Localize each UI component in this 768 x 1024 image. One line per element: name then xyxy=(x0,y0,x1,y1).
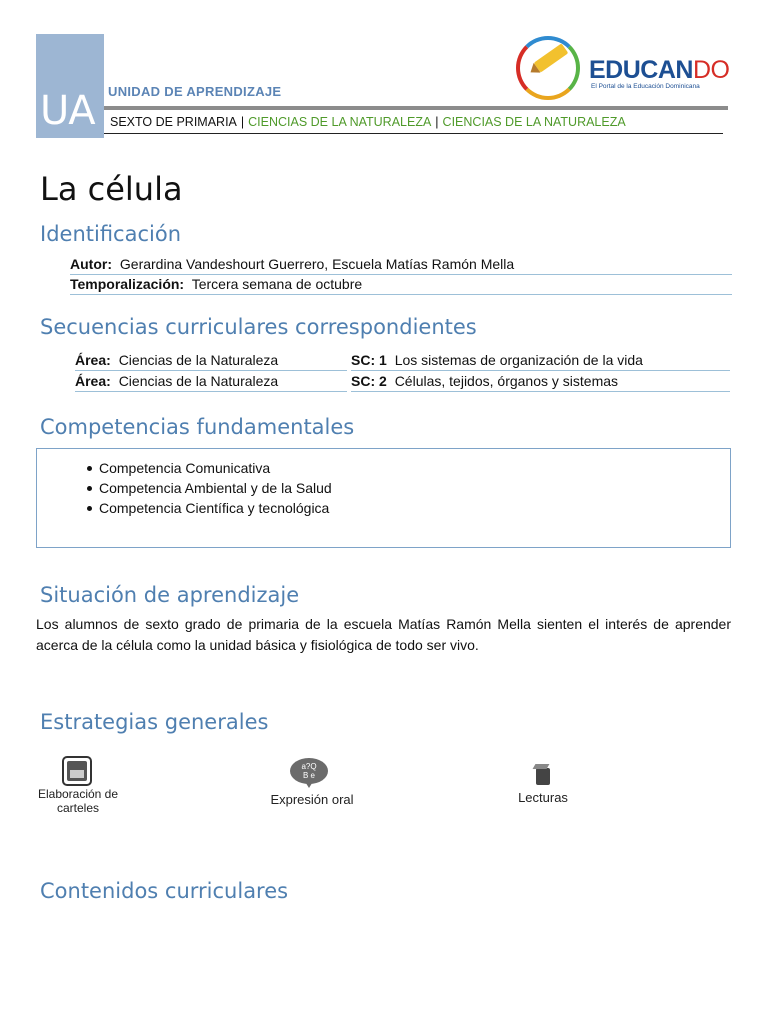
unit-label: UNIDAD DE APRENDIZAJE xyxy=(108,84,282,99)
author-value: Gerardina Vandeshourt Guerrero, Escuela Matías Ramón Mella xyxy=(119,256,515,272)
educando-logo-ring xyxy=(516,36,580,100)
logo-tagline: El Portal de la Educación Dominicana xyxy=(591,83,700,90)
list-item: Competencia Comunicativa xyxy=(99,458,730,478)
strategy-label-line2: carteles xyxy=(56,801,100,815)
sc-value: Los sistemas de organización de la vida xyxy=(394,352,643,368)
sc-label: SC: 2 xyxy=(351,373,387,389)
identificacion-heading: Identificación xyxy=(40,222,182,246)
list-item: Competencia Científica y tecnológica xyxy=(99,498,730,518)
header-divider xyxy=(104,106,728,110)
book-icon xyxy=(536,768,550,785)
strategy-label-expresion: Expresión oral xyxy=(270,792,354,807)
header-subtitle xyxy=(110,115,626,129)
estrategias-heading: Estrategias generales xyxy=(40,710,269,734)
temporalizacion-row xyxy=(70,276,732,295)
competencias-box xyxy=(36,448,731,548)
sc-label: SC: 1 xyxy=(351,352,387,368)
sc-cell xyxy=(351,352,730,371)
temporalizacion-label: Temporalización: xyxy=(70,276,185,292)
educando-logo-text xyxy=(589,56,729,85)
logo-word-main: EDUCAN xyxy=(589,56,693,84)
grade-label: SEXTO DE PRIMARIA xyxy=(110,115,237,129)
competencias-list xyxy=(37,458,730,518)
area-label-2: CIENCIAS DE LA NATURALEZA xyxy=(442,115,626,129)
situacion-text: Los alumnos de sexto grado de primaria de la escuela Matías Ramón Mella sienten el interés de aprender acerca de la célula como la unidad básica y fisiológica de todo ser vivo. xyxy=(36,616,731,653)
separator: | xyxy=(240,115,245,129)
strategy-label-lecturas: Lecturas xyxy=(518,790,568,805)
logo-word-accent: DO xyxy=(692,56,730,84)
speech-icon-text-1: a?Q xyxy=(301,762,317,771)
strategy-label-line1: Elaboración de xyxy=(37,787,119,801)
area-label-1: CIENCIAS DE LA NATURALEZA xyxy=(248,115,432,129)
area-value: Ciencias de la Naturaleza xyxy=(118,352,279,368)
sc-value: Células, tejidos, órganos y sistemas xyxy=(394,373,619,389)
separator: | xyxy=(435,115,439,129)
area-label: Área: xyxy=(75,352,111,368)
temporalizacion-value: Tercera semana de octubre xyxy=(191,276,363,292)
area-cell xyxy=(75,352,347,371)
unit-badge-text: UA xyxy=(40,88,95,134)
strategy-item-carteles xyxy=(30,787,126,815)
author-label: Autor: xyxy=(70,256,112,272)
sc-cell xyxy=(351,373,730,392)
situacion-heading: Situación de aprendizaje xyxy=(40,583,300,607)
area-label: Área: xyxy=(75,373,111,389)
poster-icon xyxy=(62,756,92,786)
author-row xyxy=(70,256,732,275)
header-underline xyxy=(104,133,723,134)
secuencias-heading: Secuencias curriculares correspondientes xyxy=(40,315,477,339)
speech-bubble-icon xyxy=(290,758,328,784)
competencias-heading: Competencias fundamentales xyxy=(40,415,355,439)
speech-icon-text-2: B e xyxy=(302,771,315,780)
area-value: Ciencias de la Naturaleza xyxy=(118,373,279,389)
area-cell xyxy=(75,373,347,392)
list-item: Competencia Ambiental y de la Salud xyxy=(99,478,730,498)
contenidos-heading: Contenidos curriculares xyxy=(40,879,289,903)
page-title: La célula xyxy=(40,170,183,208)
